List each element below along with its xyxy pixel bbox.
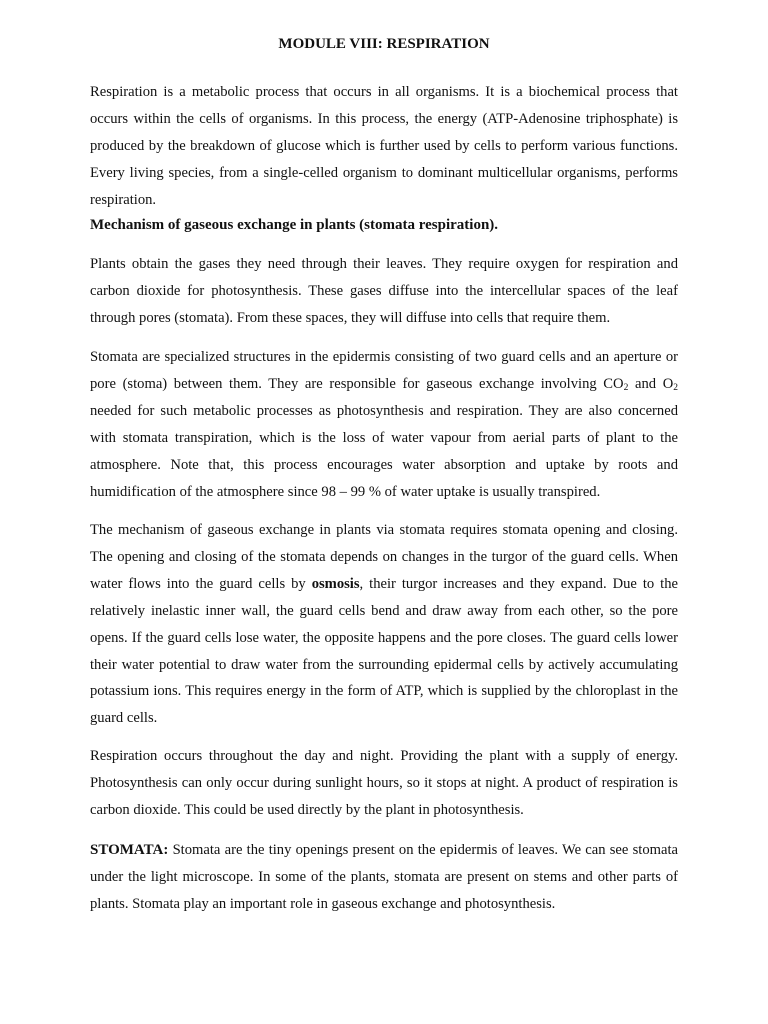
gases-paragraph: Plants obtain the gases they need through their leaves. They require oxygen for respiration and carbon dioxide for photosynthesis. These gases diffuse into the intercellular spaces of the leaf through pores (stomata). From these spaces, they will diffuse into cells that require them. (90, 256, 678, 326)
section-heading: Mechanism of gaseous exchange in plants (stomata respiration). (90, 217, 499, 233)
mechanism-text-part2: , their turgor increases and they expand. Due to the relatively inelastic inner wall, the guard cells bend and draw away from each other, so the pore opens. If the guard cells lose water, the opposite happens and the pore closes. The guard cells lower their water potential to draw water from the surrounding epidermal cells by actively accumulating potassium ions. This requires energy in the form of ATP, which is supplied by the chloroplast in the guard cells. (90, 575, 678, 727)
stomata-text-part1: Stomata are specialized structures in the epidermis consisting of two guard cells and an aperture or pore (stoma) between them. They are responsible for gaseous exchange involving CO (90, 349, 678, 392)
stomata-definition-paragraph (90, 837, 678, 918)
intro-paragraph: Respiration is a metabolic process that occurs in all organisms. It is a biochemical process that occurs within the cells of organisms. In this process, the energy (ATP-Adenosine triphosphate) is produced by the breakdown of glucose which is further used by cells to perform various functions. Every living species, from a single-celled organism to dominant multicellular organisms, performs respiration. (90, 84, 678, 208)
stomata-lead-term: STOMATA: (90, 842, 169, 858)
mechanism-paragraph (90, 517, 678, 732)
stomata-text-part3: needed for such metabolic processes as photosynthesis and respiration. They are also concerned with stomata transpiration, which is the loss of water vapour from aerial parts of plant to the atmosphere. Note that, this process encourages water absorption and uptake by roots and humidification of the atmosphere since 98 – 99 % of water uptake is usually transpired. (90, 402, 678, 500)
stomata-structure-paragraph (90, 344, 678, 505)
osmosis-term: osmosis (311, 575, 360, 592)
stomata-definition-text: Stomata are the tiny openings present on the epidermis of leaves. We can see stomata under the light microscope. In some of the plants, stomata are present on stems and other parts of plants. Stomata play an important role in gaseous exchange and photosynthesis. (90, 842, 678, 912)
co2-subscript: 2 (623, 382, 629, 393)
mechanism-text-part1: The mechanism of gaseous exchange in plants via stomata requires stomata opening and closing. The opening and closing of the stomata depends on changes in the turgor of the guard cells. When water flows into the guard cells by (90, 522, 678, 592)
stomata-text-part2: and O (628, 375, 674, 392)
day-night-paragraph: Respiration occurs throughout the day and night. Providing the plant with a supply of energy. Photosynthesis can only occur during sunlight hours, so it stops at night. A product of respiration is carbon dioxide. This could be used directly by the plant in photosynthesis. (90, 748, 678, 818)
o2-subscript: 2 (673, 382, 678, 393)
page-title: MODULE VIII: RESPIRATION (278, 36, 490, 52)
